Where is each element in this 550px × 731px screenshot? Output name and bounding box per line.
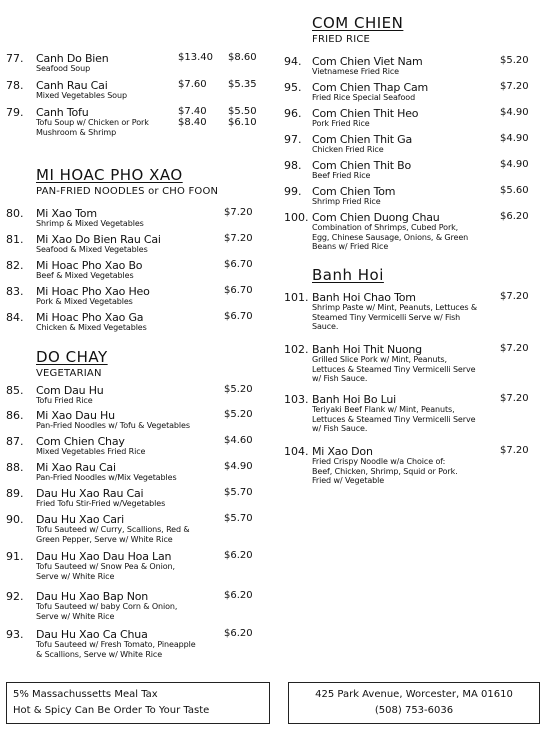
item-name: Dau Hu Xao Ca Chua xyxy=(36,628,148,641)
item-number: 82. xyxy=(6,259,24,272)
item-price: $4.90 xyxy=(500,107,529,118)
item-description: Pork & Mixed Vegetables xyxy=(36,297,133,306)
item-price: $5.20 xyxy=(224,384,253,395)
item-name: Dau Hu Xao Rau Cai xyxy=(36,487,144,500)
item-number: 97. xyxy=(284,133,302,146)
item-number: 86. xyxy=(6,409,24,422)
item-description: Shrimp Fried Rice xyxy=(312,197,381,206)
item-name: Dau Hu Xao Cari xyxy=(36,513,124,526)
item-description: Fried Crispy Noodle w/a Choice of: Beef, Chicken, Shrimp, Squid or Pork. Fried w/ Vegetable xyxy=(312,457,458,485)
section-subtitle-do-chay: VEGETARIAN xyxy=(36,368,102,379)
item-number: 100. xyxy=(284,211,309,224)
item-name: Com Chien Chay xyxy=(36,435,125,448)
item-number: 92. xyxy=(6,590,24,603)
item-name: Mi Xao Tom xyxy=(36,207,97,220)
item-name: Banh Hoi Chao Tom xyxy=(312,291,416,304)
item-price: $8.60 xyxy=(228,52,257,63)
item-price: $6.20 xyxy=(224,628,253,639)
item-description: Shrimp Paste w/ Mint, Peanuts, Lettuces & Steamed Tiny Vermicelli Serve w/ Fish Sauce. xyxy=(312,303,478,331)
section-subtitle-com-chien: FRIED RICE xyxy=(312,34,371,45)
item-number: 90. xyxy=(6,513,24,526)
item-name: Mi Xao Dau Hu xyxy=(36,409,115,422)
item-price: $8.40 xyxy=(178,117,207,128)
item-number: 101. xyxy=(284,291,309,304)
item-number: 98. xyxy=(284,159,302,172)
item-price: $13.40 xyxy=(178,52,213,63)
item-price: $5.20 xyxy=(500,55,529,66)
item-description: Chicken & Mixed Vegetables xyxy=(36,323,147,332)
item-description: Combination of Shrimps, Cubed Pork, Egg, Chinese Sausage, Onions, & Green Beans w/ Fried Rice xyxy=(312,223,469,251)
item-number: 95. xyxy=(284,81,302,94)
section-title-do-chay: DO CHAY xyxy=(36,348,108,366)
item-number: 84. xyxy=(6,311,24,324)
address-box xyxy=(288,682,540,724)
item-price: $5.20 xyxy=(224,409,253,420)
item-description: Seafood & Mixed Vegetables xyxy=(36,245,148,254)
item-price: $6.70 xyxy=(224,311,253,322)
section-title-com-chien: COM CHIEN xyxy=(312,14,404,32)
item-price: $4.90 xyxy=(500,133,529,144)
item-description: Pan-Fried Noodles w/ Tofu & Vegetables xyxy=(36,421,190,430)
item-description: Tofu Sauteed w/ Curry, Scallions, Red & Green Pepper, Serve w/ White Rice xyxy=(36,525,190,544)
item-price: $6.20 xyxy=(224,590,253,601)
item-name: Com Dau Hu xyxy=(36,384,104,397)
item-description: Vietnamese Fried Rice xyxy=(312,67,399,76)
item-price: $7.20 xyxy=(500,393,529,404)
item-price: $5.70 xyxy=(224,487,253,498)
item-name: Dau Hu Xao Bap Non xyxy=(36,590,149,603)
item-price: $4.90 xyxy=(224,461,253,472)
item-number: 104. xyxy=(284,445,309,458)
item-description: Tofu Sauteed w/ baby Corn & Onion, Serve w/ White Rice xyxy=(36,602,178,621)
item-price: $5.70 xyxy=(224,513,253,524)
item-name: Com Chien Thit Bo xyxy=(312,159,411,172)
item-number: 79. xyxy=(6,106,24,119)
item-price: $6.70 xyxy=(224,285,253,296)
item-description: Chicken Fried Rice xyxy=(312,145,384,154)
item-price: $5.35 xyxy=(228,79,257,90)
item-description: Mixed Vegetables Fried Rice xyxy=(36,447,146,456)
item-number: 80. xyxy=(6,207,24,220)
item-number: 96. xyxy=(284,107,302,120)
item-name: Dau Hu Xao Dau Hoa Lan xyxy=(36,550,172,563)
item-number: 91. xyxy=(6,550,24,563)
item-price: $7.40 xyxy=(178,106,207,117)
item-description: Beef Fried Rice xyxy=(312,171,371,180)
item-name: Banh Hoi Bo Lui xyxy=(312,393,397,406)
item-name: Mi Hoac Pho Xao Bo xyxy=(36,259,143,272)
item-name: Com Chien Thit Heo xyxy=(312,107,419,120)
item-number: 88. xyxy=(6,461,24,474)
item-price: $7.20 xyxy=(500,81,529,92)
item-description: Beef & Mixed Vegetables xyxy=(36,271,134,280)
spicy-notice: Hot & Spicy Can Be Order To Your Taste xyxy=(13,705,210,716)
item-description: Pork Fried Rice xyxy=(312,119,370,128)
item-price: $7.20 xyxy=(500,343,529,354)
item-price: $7.20 xyxy=(500,445,529,456)
item-name: Mi Xao Rau Cai xyxy=(36,461,116,474)
item-description: Seafood Soup xyxy=(36,64,91,73)
item-price: $6.20 xyxy=(500,211,529,222)
item-price: $7.20 xyxy=(224,233,253,244)
item-name: Canh Tofu xyxy=(36,106,89,119)
item-name: Mi Xao Do Bien Rau Cai xyxy=(36,233,161,246)
item-number: 83. xyxy=(6,285,24,298)
item-price: $5.50 xyxy=(228,106,257,117)
item-name: Mi Hoac Pho Xao Heo xyxy=(36,285,150,298)
item-description: Tofu Fried Rice xyxy=(36,396,93,405)
item-number: 77. xyxy=(6,52,24,65)
section-subtitle-mi-hoac: PAN-FRIED NOODLES or CHO FOON xyxy=(36,186,219,197)
item-name: Com Chien Thit Ga xyxy=(312,133,412,146)
item-price: $6.10 xyxy=(228,117,257,128)
item-price: $5.60 xyxy=(500,185,529,196)
tax-notice: 5% Massachussetts Meal Tax xyxy=(13,689,158,700)
section-title-banh-hoi: Banh Hoi xyxy=(312,266,384,284)
phone: (508) 753-6036 xyxy=(374,705,454,716)
item-name: Mi Hoac Pho Xao Ga xyxy=(36,311,144,324)
item-name: Canh Rau Cai xyxy=(36,79,108,92)
item-price: $7.20 xyxy=(500,291,529,302)
item-description: Fried Rice Special Seafood xyxy=(312,93,416,102)
item-description: Shrimp & Mixed Vegetables xyxy=(36,219,144,228)
item-name: Com Chien Tom xyxy=(312,185,396,198)
item-number: 78. xyxy=(6,79,24,92)
item-number: 103. xyxy=(284,393,309,406)
tax-notice-box xyxy=(6,682,270,724)
section-title-mi-hoac: MI HOAC PHO XAO xyxy=(36,166,183,184)
item-number: 85. xyxy=(6,384,24,397)
item-price: $7.60 xyxy=(178,79,207,90)
item-price: $7.20 xyxy=(224,207,253,218)
item-name: Banh Hoi Thit Nuong xyxy=(312,343,422,356)
item-description: Tofu Sauteed w/ Snow Pea & Onion, Serve w/ White Rice xyxy=(36,562,175,581)
item-price: $6.70 xyxy=(224,259,253,270)
item-name: Com Chien Thap Cam xyxy=(312,81,429,94)
item-number: 94. xyxy=(284,55,302,68)
address: 425 Park Avenue, Worcester, MA 01610 xyxy=(315,689,513,700)
item-name: Canh Do Bien xyxy=(36,52,109,65)
item-name: Com Chien Viet Nam xyxy=(312,55,423,68)
item-description: Grilled Slice Pork w/ Mint, Peanuts, Lettuces & Steamed Tiny Vermicelli Serve w/ Fish Sauce. xyxy=(312,355,476,383)
item-description: Fried Tofu Stir-Fried w/Vegetables xyxy=(36,499,166,508)
item-description: Mixed Vegetables Soup xyxy=(36,91,127,100)
item-number: 81. xyxy=(6,233,24,246)
item-description: Tofu Sauteed w/ Fresh Tomato, Pineapple & Scallions, Serve w/ White Rice xyxy=(36,640,196,659)
item-number: 93. xyxy=(6,628,24,641)
item-description: Tofu Soup w/ Chicken or Pork Mushroom & Shrimp xyxy=(36,118,149,137)
item-name: Mi Xao Don xyxy=(312,445,373,458)
item-number: 89. xyxy=(6,487,24,500)
item-number: 87. xyxy=(6,435,24,448)
item-price: $4.90 xyxy=(500,159,529,170)
item-number: 102. xyxy=(284,343,309,356)
item-description: Teriyaki Beef Flank w/ Mint, Peanuts, Lettuces & Steamed Tiny Vermicelli Serve w/ Fish Sauce. xyxy=(312,405,476,433)
item-description: Pan-Fried Noodles w/Mix Vegetables xyxy=(36,473,177,482)
item-price: $4.60 xyxy=(224,435,253,446)
item-number: 99. xyxy=(284,185,302,198)
item-name: Com Chien Duong Chau xyxy=(312,211,440,224)
item-price: $6.20 xyxy=(224,550,253,561)
